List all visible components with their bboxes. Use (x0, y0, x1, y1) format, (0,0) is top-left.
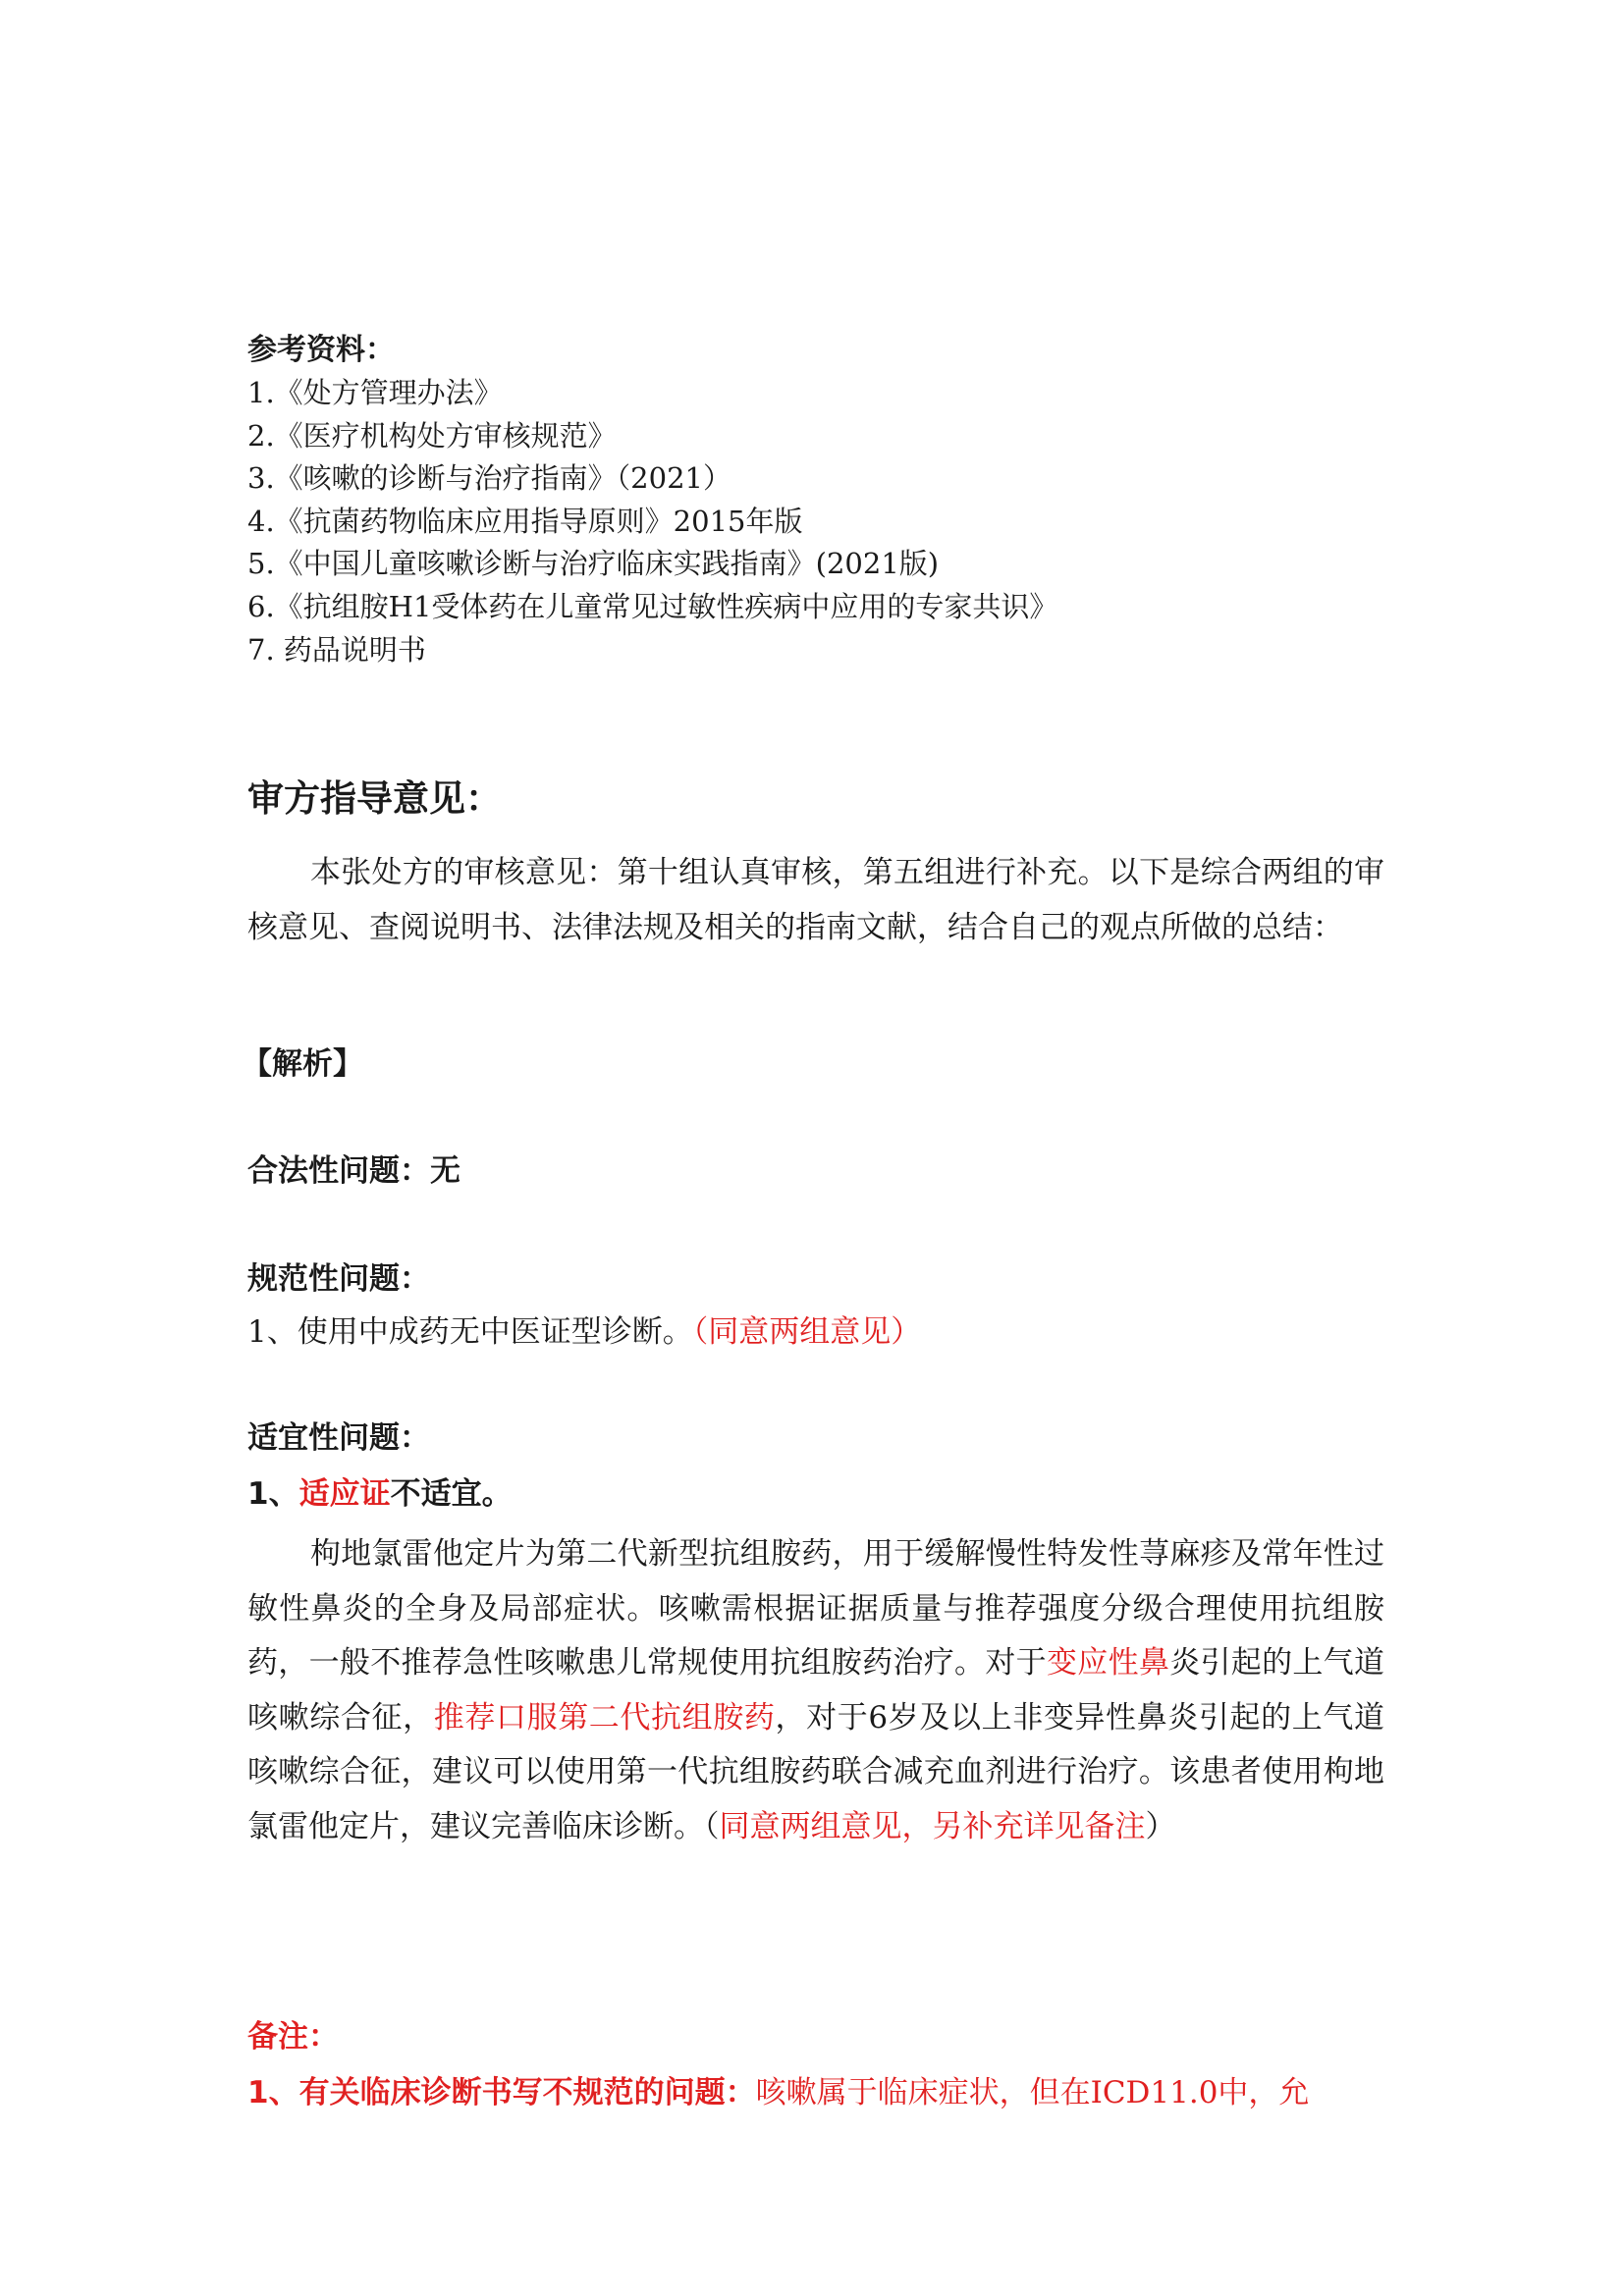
standard-item (247, 1310, 1384, 1354)
standard-item-note: （同意两组意见） (692, 1314, 922, 1350)
references-list (247, 372, 1384, 671)
notes-item-text: 咳嗽属于临床症状，但在ICD11.0中，允 (755, 2075, 1310, 2110)
reference-item: 6.《抗组胺H1受体药在儿童常见过敏性疾病中应用的专家共识》 (247, 589, 1058, 623)
reference-item: 5.《中国儿童咳嗽诊断与治疗临床实践指南》(2021版) (247, 547, 940, 581)
guidance-intro: 本张处方的审核意见：第十组认真审核，第五组进行补充。以下是综合两组的审核意见、查阅说明书、法律法规及相关的指南文献，结合自己的观点所做的总结： (247, 855, 1384, 945)
para-text: ） (1145, 1808, 1176, 1844)
notes-heading: 备注： (247, 2019, 339, 2055)
reference-item: 4.《抗菌药物临床应用指导原则》2015年版 (247, 504, 803, 538)
reference-item: 1.《处方管理办法》 (247, 376, 503, 409)
reference-item: 2.《医疗机构处方审核规范》 (247, 418, 617, 453)
standard-item-text: 1、使用中成药无中医证型诊断。 (247, 1314, 693, 1350)
suitability-item (247, 1472, 1384, 1516)
para-text: 炎引起的上气道咳嗽综合征， (247, 1645, 1385, 1735)
suitability-item-rest: 不适宜。 (390, 1476, 513, 1512)
para-highlight: 同意两组意见，另补充详见备注 (719, 1808, 1146, 1844)
notes-item-label: 1、有关临床诊断书写不规范的问题： (247, 2075, 756, 2110)
suitability-item-num: 1、 (247, 1476, 299, 1512)
standard-heading: 规范性问题： (247, 1261, 430, 1297)
para-highlight: 变应性鼻 (1046, 1645, 1170, 1681)
suitability-heading: 适宜性问题： (247, 1420, 430, 1456)
para-text: 枸地氯雷他定片为第二代新型抗组胺药，用于缓解慢性特发性荨麻疹及常年性过敏性鼻炎的全身及局部症状。咳嗽需根据证据质量与推荐强度分级合理使用抗组胺药，一般不推荐急性咳嗽患儿常规使用抗组胺药治疗。对于 (247, 1536, 1384, 1681)
guidance-heading: 审方指导意见： (247, 777, 502, 820)
suitability-paragraph (247, 1527, 1384, 1854)
notes-item (247, 2071, 1384, 2114)
para-text: ，对于6岁及以上非变异性鼻炎引起的上气道咳嗽综合征，建议可以使用第一代抗组胺药联合减充血剂进行治疗。该患者使用枸地氯雷他定片，建议完善临床诊断。（ (247, 1699, 1385, 1844)
suitability-item-highlight: 适应证 (298, 1476, 391, 1512)
para-highlight: 推荐口服第二代抗组胺药 (433, 1699, 776, 1735)
reference-item: 3.《咳嗽的诊断与治疗指南》（2021） (247, 461, 731, 496)
analysis-label: 【解析】 (242, 1046, 363, 1082)
legality-heading: 合法性问题：无 (247, 1153, 460, 1189)
references-heading: 参考资料： (247, 333, 395, 367)
reference-item: 7. 药品说明书 (247, 632, 426, 667)
